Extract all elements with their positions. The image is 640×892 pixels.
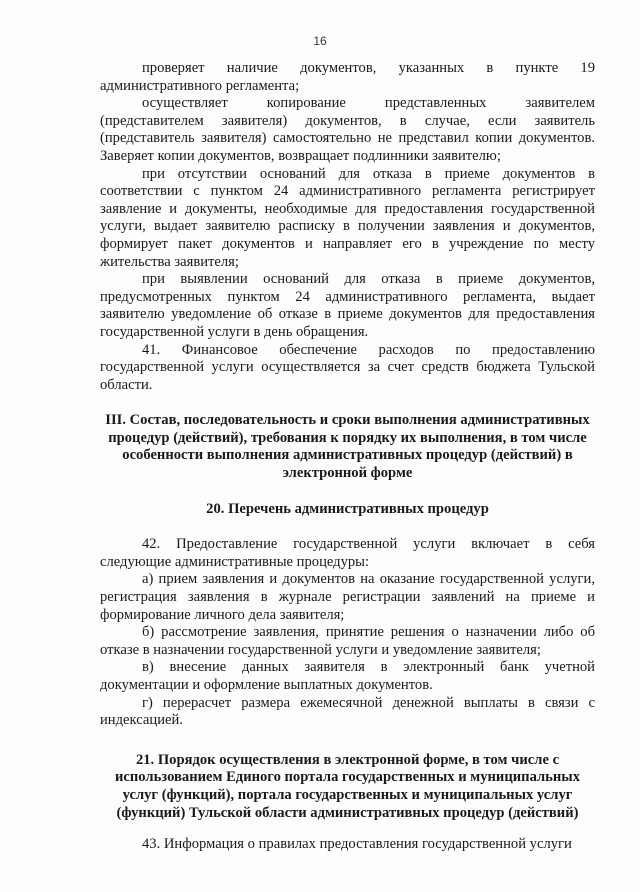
paragraph: проверяет наличие документов, указанных в пункте 19 административного регламента; [100,60,595,94]
paragraph: 41. Финансовое обеспечение расходов по предоставлению государственной услуги осуществляется за счет средств бюджета Тульской области. [100,341,595,393]
paragraph: при выявлении оснований для отказа в приеме документов, предусмотренных пунктом 24 административного регламента, выдает заявителю уведомление об отказе в приеме документов для предоставления государственной услуги в день обращения. [100,271,595,340]
list-item: г) перерасчет размера ежемесячной денежной выплаты в связи с индексацией. [100,694,595,729]
list-item: б) рассмотрение заявления, принятие решения о назначении либо об отказе в назначении государственной услуги и уведомление заявителя; [100,624,595,658]
paragraph: 42. Предоставление государственной услуги включает в себя следующие административные процедуры: [100,536,595,570]
section-heading: III. Состав, последовательность и сроки выполнения административных процедур (действий), требования к порядку их выполнения, в том числе особенности выполнения административных процедур (действий) в электронной форме [105,412,590,482]
subsection-heading-21: 21. Порядок осуществления в электронной форме, в том числе с использованием Единого портала государственных и муниципальных услуг (функций), портала государственных и муниципальных услуг (функций) Тульской области административных процедур (действий) [115,751,580,821]
list-item: а) прием заявления и документов на оказание государственной услуги, регистрация заявления в журнале регистрации заявлений на приеме и формирование личного дела заявителя; [100,571,595,623]
list-item: в) внесение данных заявителя в электронный банк учетной документации и оформление выплатных документов. [100,659,595,693]
paragraph: осуществляет копирование представленных заявителем (представителем заявителя) документов, в случае, если заявитель (представитель заявителя) самостоятельно не представил копии документов. Заверяет копии документов, возвращает подлинники заявителю; [100,95,595,164]
paragraph: 43. Информация о правилах предоставления государственной услуги [142,836,572,853]
page-number: 16 [313,34,327,48]
paragraph: при отсутствии оснований для отказа в приеме документов в соответствии с пунктом 24 административного регламента регистрирует заявление и документы, необходимые для предоставления государственной услуги, выдает заявителю расписку в получении заявления и документов, формирует пакет документов и направляет его в учреждение по месту жительства заявителя; [100,165,595,270]
subsection-heading-20: 20. Перечень административных процедур [206,500,489,517]
document-body [100,60,595,854]
